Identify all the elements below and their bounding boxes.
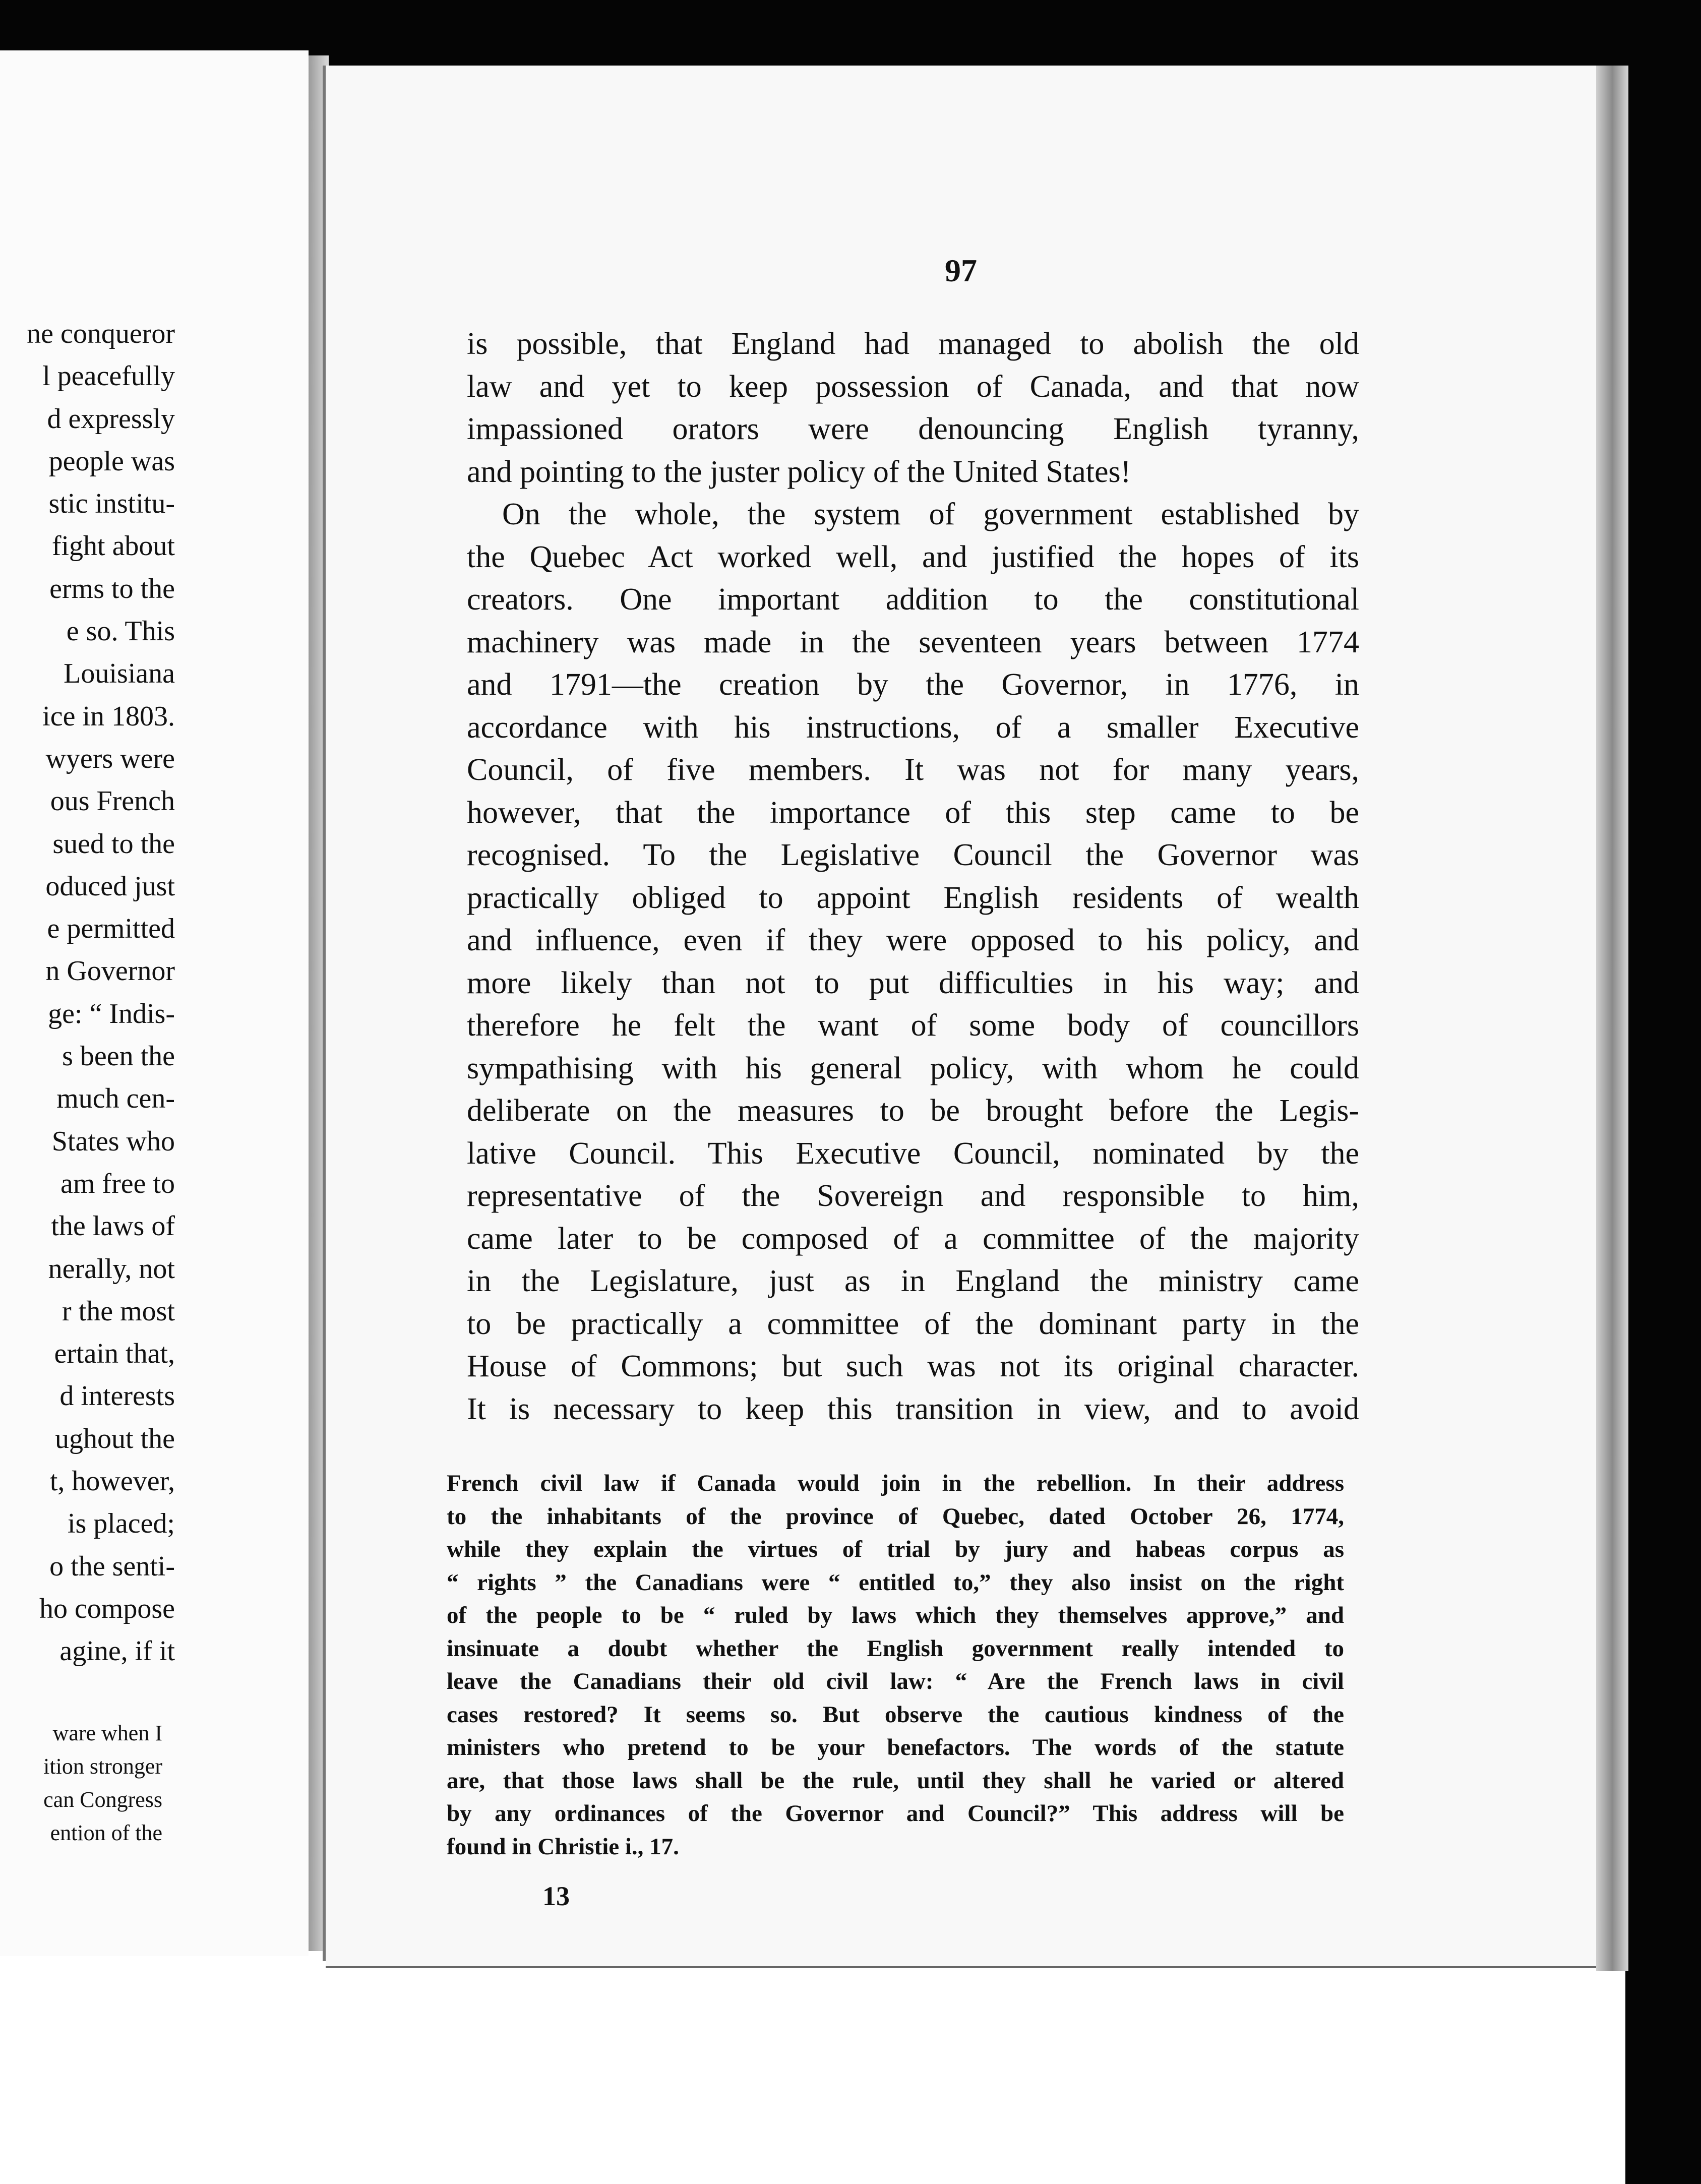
left-text-line: States who [51,1125,175,1157]
left-text-line: agine, if it [59,1635,175,1667]
right-page [326,66,1596,1968]
left-footnote-line: ware when I [52,1721,162,1745]
body-text-line: recognised. To the Legislative Council the Governor was [467,838,1359,872]
left-footnote-line: ition stronger [43,1754,162,1779]
left-text-line: l peacefully [42,360,175,392]
page-number: 97 [945,253,977,288]
body-text-line: representative of the Sovereign and responsible to him, [467,1179,1359,1213]
footnote-line: “ rights ” the Canadians were “ entitled to,” they also insist on the right [447,1569,1344,1596]
body-text-line: sympathising with his general policy, with whom he could [467,1051,1359,1085]
left-text-line: stic institu- [48,488,175,520]
left-text-line: nerally, not [48,1253,175,1285]
body-text-line: the Quebec Act worked well, and justified the hopes of its [467,539,1359,574]
footnote-line: to the inhabitants of the province of Quebec, dated October 26, 1774, [447,1503,1344,1530]
body-text-line: machinery was made in the seventeen years between 1774 [467,625,1359,659]
left-text-line: ous French [50,785,175,817]
left-page-footnote [43,1717,162,1850]
body-text-line: and influence, even if they were opposed to his policy, and [467,923,1359,957]
left-text-line: r the most [62,1295,175,1327]
left-text-line: the laws of [51,1210,175,1242]
left-text-line: fight about [51,530,175,562]
left-text-line: ice in 1803. [42,700,175,732]
scan-border-right [1625,0,1701,2184]
body-text-line: more likely than not to put difficulties in his way; and [467,965,1359,1000]
footnote-line: cases restored? It seems so. But observe the cautious kindness of the [447,1701,1344,1728]
footnote-line: are, that those laws shall be the rule, until they shall he varied or altered [447,1767,1344,1794]
body-text-line: accordance with his instructions, of a smaller Executive [467,710,1359,745]
left-text-line: is placed; [67,1508,175,1540]
left-page-text [27,313,175,1673]
body-text-line: and 1791—the creation by the Governor, in 1776, in [467,668,1359,702]
body-text-line: It is necessary to keep this transition in view, and to avoid [467,1391,1359,1426]
footnote-line: ministers who pretend to be your benefactors. The words of the statute [447,1734,1344,1761]
body-text-line: to be practically a committee of the dominant party in the [467,1306,1359,1341]
left-text-line: ne conqueror [27,318,175,349]
left-text-line: wyers were [45,743,175,774]
body-text [467,323,1359,1430]
body-text-line: deliberate on the measures to be brought before the Legis- [467,1094,1359,1128]
footnote-line: found in Christie i., 17. [447,1833,679,1860]
footnote-line: leave the Canadians their old civil law: “ Are the French laws in civil [447,1668,1344,1694]
signature-mark: 13 [542,1881,570,1911]
body-text-line: creators. One important addition to the constitutional [467,582,1359,617]
page-edge [1596,66,1628,1971]
body-text-line: in the Legislature, just as in England the ministry came [467,1264,1359,1298]
left-text-line: d expressly [47,403,175,435]
footnote [447,1467,1344,1863]
left-text-line: people was [48,445,175,477]
body-text-line: therefore he felt the want of some body of councillors [467,1008,1359,1043]
left-text-line: sued to the [52,828,175,860]
footnote-line: of the people to be “ ruled by laws which they themselves approve,” and [447,1602,1344,1628]
left-text-line: e permitted [47,913,175,945]
left-text-line: ughout the [55,1423,175,1454]
left-text-line: am free to [60,1168,175,1199]
left-text-line: e so. This [66,616,175,647]
left-text-line: t, however, [49,1466,175,1497]
left-text-line: Louisiana [64,658,175,690]
left-text-line: o the senti- [49,1550,175,1582]
left-text-line: oduced just [45,870,175,902]
body-text-line: practically obliged to appoint English residents of wealth [467,880,1359,915]
left-footnote-line: ention of the [50,1821,162,1845]
body-text-line: House of Commons; but such was not its original character. [467,1349,1359,1383]
body-text-line: law and yet to keep possession of Canada, and that now [467,369,1359,404]
footnote-line: while they explain the virtues of trial by jury and habeas corpus as [447,1536,1344,1562]
body-text-line: is possible, that England had managed to abolish the old [467,327,1359,361]
left-text-line: n Governor [45,955,175,987]
left-page [0,50,309,1956]
left-text-line: ge: “ Indis- [48,998,175,1029]
footnote-line: French civil law if Canada would join in the rebellion. In their address [447,1470,1344,1496]
body-text-line: Council, of five members. It was not for many years, [467,753,1359,787]
body-text-line: lative Council. This Executive Council, nominated by the [467,1136,1359,1171]
left-footnote-line: can Congress [43,1787,162,1812]
left-text-line: ho compose [39,1593,175,1624]
left-text-line: s been the [62,1041,175,1072]
left-text-line: much cen- [56,1083,175,1115]
left-text-line: d interests [59,1380,175,1412]
left-text-line: ertain that, [54,1338,175,1370]
body-text-line: impassioned orators were denouncing English tyranny, [467,412,1359,446]
body-text-line: however, that the importance of this step came to be [467,795,1359,830]
left-text-line: erms to the [49,573,175,604]
body-text-line: On the whole, the system of government established by [502,497,1359,531]
footnote-line: insinuate a doubt whether the English government really intended to [447,1635,1344,1662]
footnote-line: by any ordinances of the Governor and Council?” This address will be [447,1800,1344,1827]
body-text-line: came later to be composed of a committee of the majority [467,1221,1359,1256]
body-text-line: and pointing to the juster policy of the United States! [467,454,1131,489]
